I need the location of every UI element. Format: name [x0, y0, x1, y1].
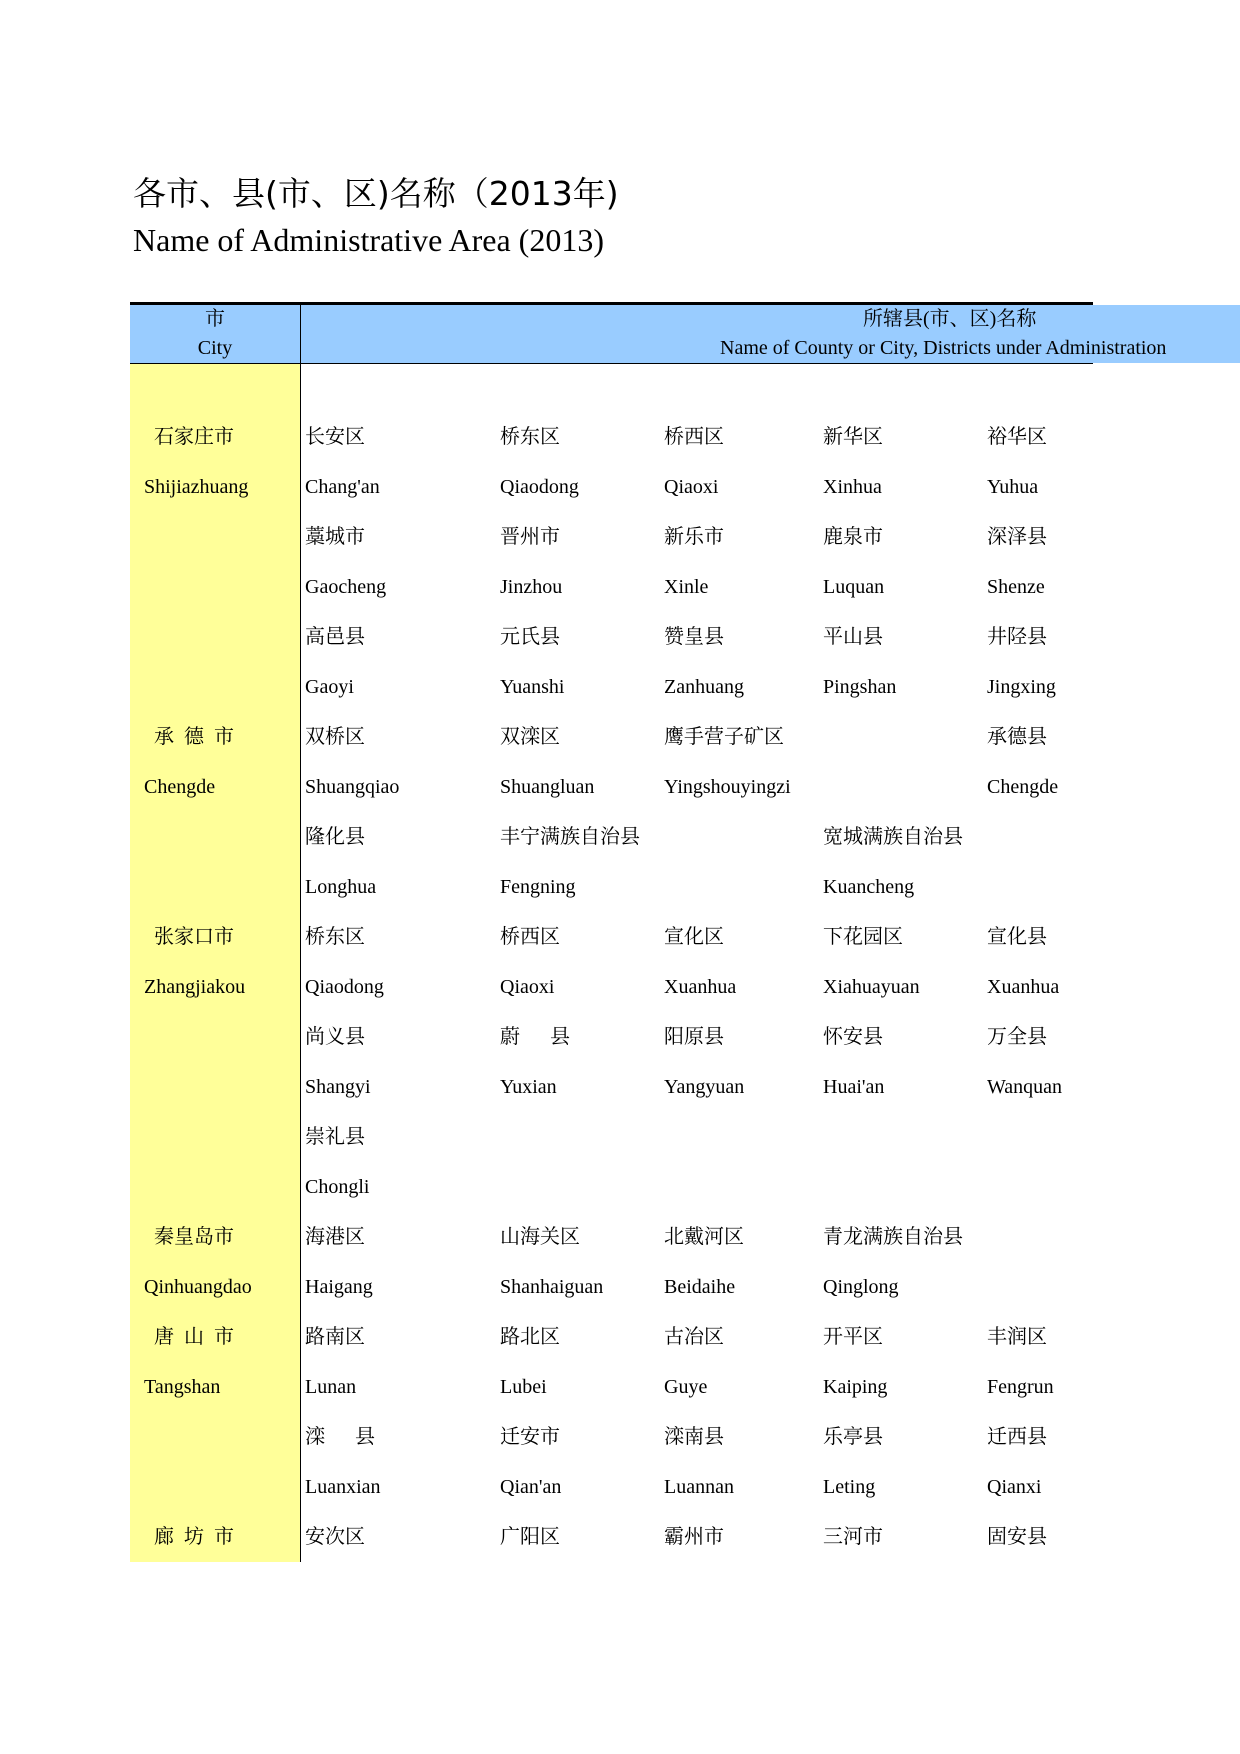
county-name: 滦南县	[664, 1426, 724, 1448]
county-name: 固安县	[987, 1526, 1047, 1548]
city-name: 秦皇岛市	[154, 1226, 234, 1248]
header-city-cn: 市	[205, 308, 225, 330]
county-name: Luquan	[823, 576, 885, 598]
header-county-cn: 所辖县(市、区)名称	[863, 308, 1037, 330]
county-name: Yuanshi	[500, 676, 565, 698]
table-row	[0, 612, 1240, 662]
table-row	[0, 912, 1240, 962]
county-name: Guye	[664, 1376, 708, 1398]
page-title-cn: 各市、县(市、区)名称（2013年)	[133, 174, 619, 213]
county-name: Chang'an	[305, 476, 380, 498]
county-name: 古冶区	[664, 1326, 724, 1348]
county-name: 北戴河区	[664, 1226, 744, 1248]
county-name: 桥东区	[500, 426, 560, 448]
county-name: 安次区	[305, 1526, 365, 1548]
county-name: 乐亭县	[823, 1426, 883, 1448]
county-name: Shuangqiao	[305, 776, 400, 798]
county-name: 霸州市	[664, 1526, 724, 1548]
county-name: Kuancheng	[823, 876, 915, 898]
county-name: Haigang	[305, 1276, 373, 1298]
county-name: Qiaodong	[305, 976, 384, 998]
county-name: 长安区	[305, 426, 365, 448]
page-title-en: Name of Administrative Area (2013)	[133, 222, 604, 258]
county-name: 广阳区	[500, 1526, 560, 1548]
county-name: 鹰手营子矿区	[664, 726, 784, 748]
county-name: Luannan	[664, 1476, 734, 1498]
table-row	[0, 512, 1240, 562]
county-name: Longhua	[305, 876, 377, 898]
county-name: 隆化县	[305, 826, 365, 848]
city-name: 廊 坊 市	[154, 1526, 234, 1548]
county-name: Lunan	[305, 1376, 357, 1398]
county-name: Xinle	[664, 576, 709, 598]
table-row	[0, 662, 1240, 712]
county-name: 路北区	[500, 1326, 560, 1348]
county-name: 蔚 县	[500, 1026, 570, 1048]
county-name: Gaoyi	[305, 676, 354, 698]
table-row	[0, 1062, 1240, 1112]
county-name: 青龙满族自治县	[823, 1226, 963, 1248]
county-name: 承德县	[987, 726, 1047, 748]
county-name: Shanhaiguan	[500, 1276, 604, 1298]
county-name: Beidaihe	[664, 1276, 736, 1298]
county-name: 崇礼县	[305, 1126, 365, 1148]
county-name: 宣化区	[664, 926, 724, 948]
table-row	[0, 1512, 1240, 1562]
table-row	[0, 1012, 1240, 1062]
table-row	[0, 862, 1240, 912]
table-row	[0, 1362, 1240, 1412]
county-name: Fengning	[500, 876, 576, 898]
county-name: 怀安县	[823, 1026, 883, 1048]
county-name: 尚义县	[305, 1026, 365, 1048]
county-name: Leting	[823, 1476, 876, 1498]
county-name: 晋州市	[500, 526, 560, 548]
county-name: Qiaoxi	[500, 976, 555, 998]
city-name: Tangshan	[144, 1376, 221, 1398]
county-name: 高邑县	[305, 626, 365, 648]
county-name: 滦 县	[305, 1426, 375, 1448]
county-name: Lubei	[500, 1376, 547, 1398]
county-name: 桥西区	[500, 926, 560, 948]
county-name: 井陉县	[987, 626, 1047, 648]
county-name: 三河市	[823, 1526, 883, 1548]
county-name: Jinzhou	[500, 576, 563, 598]
county-name: 迁安市	[500, 1426, 560, 1448]
table-row	[0, 412, 1240, 462]
header-county-en: Name of County or City, Districts under Administration	[720, 337, 1167, 359]
county-name: Chengde	[987, 776, 1059, 798]
table-row	[0, 712, 1240, 762]
header-city	[130, 305, 300, 363]
table-row	[0, 1462, 1240, 1512]
county-name: 山海关区	[500, 1226, 580, 1248]
city-name: 唐 山 市	[154, 1326, 234, 1348]
table-row	[0, 1212, 1240, 1262]
county-name: 丰宁满族自治县	[500, 826, 640, 848]
city-name: 石家庄市	[154, 426, 234, 448]
county-name: 元氏县	[500, 626, 560, 648]
county-name: 新乐市	[664, 526, 724, 548]
table-row	[0, 1412, 1240, 1462]
county-name: Xinhua	[823, 476, 882, 498]
county-name: 鹿泉市	[823, 526, 883, 548]
city-name: Qinhuangdao	[144, 1276, 252, 1298]
county-name: 裕华区	[987, 426, 1047, 448]
table-row	[0, 1262, 1240, 1312]
city-name: Shijiazhuang	[144, 476, 249, 498]
county-name: Wanquan	[987, 1076, 1063, 1098]
county-name: 路南区	[305, 1326, 365, 1348]
header-county	[300, 305, 1240, 363]
county-name: Chongli	[305, 1176, 370, 1198]
county-name: 万全县	[987, 1026, 1047, 1048]
county-name: 迁西县	[987, 1426, 1047, 1448]
county-name: 丰润区	[987, 1326, 1047, 1348]
table-row	[0, 962, 1240, 1012]
county-name: 桥西区	[664, 426, 724, 448]
county-name: Xuanhua	[987, 976, 1060, 998]
county-name: Gaocheng	[305, 576, 387, 598]
county-name: Qinglong	[823, 1276, 899, 1298]
table-row	[0, 1162, 1240, 1212]
county-name: Shenze	[987, 576, 1045, 598]
county-name: 阳原县	[664, 1026, 724, 1048]
county-name: 开平区	[823, 1326, 883, 1348]
county-name: Qian'an	[500, 1476, 562, 1498]
county-name: Kaiping	[823, 1376, 888, 1398]
county-name: 下花园区	[823, 926, 903, 948]
county-name: Yuxian	[500, 1076, 557, 1098]
county-name: 双滦区	[500, 726, 560, 748]
county-name: 深泽县	[987, 526, 1047, 548]
county-name: Shangyi	[305, 1076, 371, 1098]
county-name: Jingxing	[987, 676, 1056, 698]
table-row	[0, 812, 1240, 862]
county-name: Yuhua	[987, 476, 1039, 498]
county-name: Xiahuayuan	[823, 976, 920, 998]
table-row	[0, 1112, 1240, 1162]
county-name: 藁城市	[305, 526, 365, 548]
county-name: Xuanhua	[664, 976, 737, 998]
county-name: 宣化县	[987, 926, 1047, 948]
county-name: Qiaoxi	[664, 476, 719, 498]
county-name: Qianxi	[987, 1476, 1042, 1498]
county-name: 赞皇县	[664, 626, 724, 648]
county-name: Yingshouyingzi	[664, 776, 791, 798]
county-name: 宽城满族自治县	[823, 826, 963, 848]
county-name: Huai'an	[823, 1076, 885, 1098]
county-name: Zanhuang	[664, 676, 744, 698]
county-name: 海港区	[305, 1226, 365, 1248]
header-city-en: City	[197, 337, 233, 359]
city-name: Zhangjiakou	[144, 976, 246, 998]
table-row	[0, 762, 1240, 812]
county-name: Fengrun	[987, 1376, 1054, 1398]
county-name: 新华区	[823, 426, 883, 448]
county-name: Qiaodong	[500, 476, 579, 498]
table-row	[0, 1312, 1240, 1362]
city-name: Chengde	[144, 776, 216, 798]
table-row	[0, 462, 1240, 512]
county-name: Yangyuan	[664, 1076, 745, 1098]
county-name: 平山县	[823, 626, 883, 648]
county-name: Luanxian	[305, 1476, 381, 1498]
city-name: 承 德 市	[154, 726, 234, 748]
city-name: 张家口市	[154, 926, 234, 948]
county-name: Pingshan	[823, 676, 897, 698]
county-name: Shuangluan	[500, 776, 595, 798]
table-row	[0, 562, 1240, 612]
county-name: 桥东区	[305, 926, 365, 948]
county-name: 双桥区	[305, 726, 365, 748]
